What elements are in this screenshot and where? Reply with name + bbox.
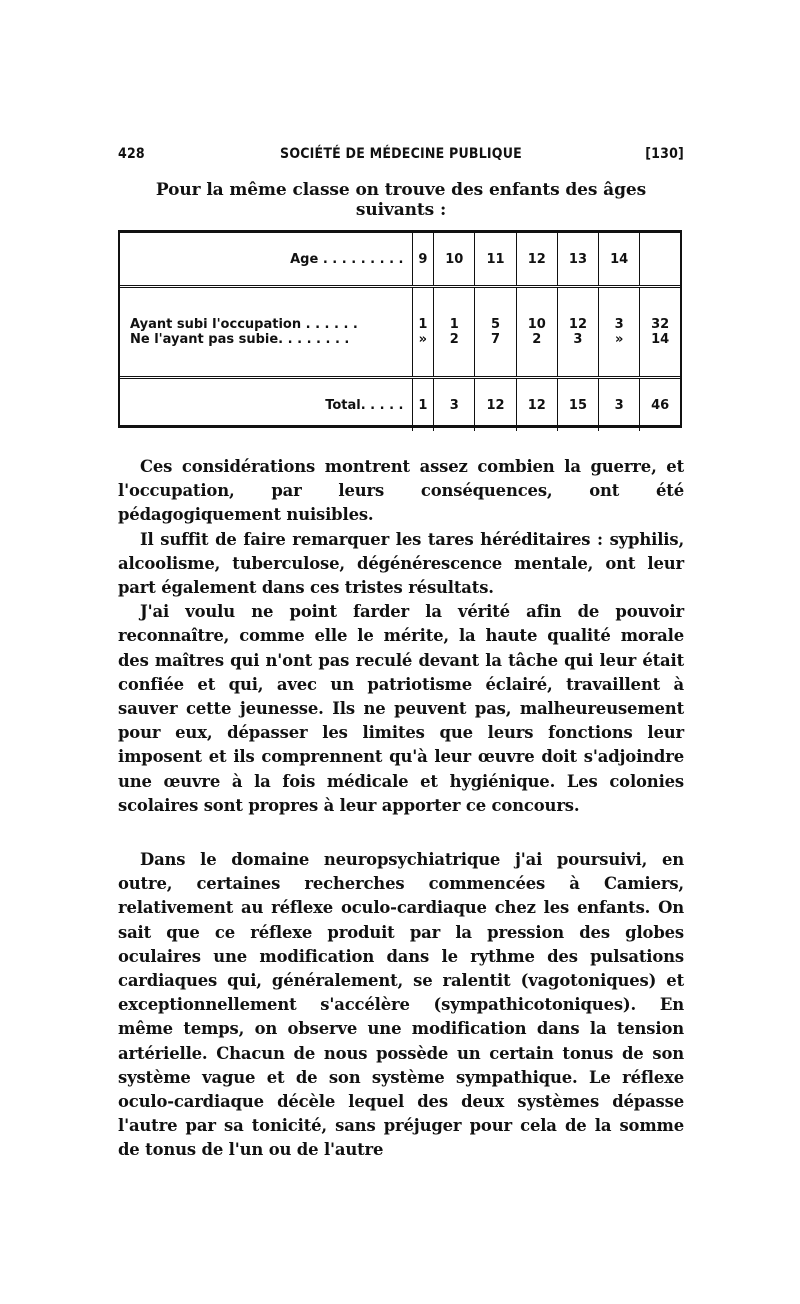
paragraph: Dans le domaine neuropsychiatrique j'ai poursuivi, en outre, certaines recherches commencées à Camiers, relativement au réflexe oculo-cardiaque chez les enfants. On sait que ce réflexe produit par la pression des globes oculaires une modification dans le rythme des pulsations cardiaques qui, généralement, se ralentit (vagotoniques) et exceptionnellement s'accélère (sympathicotoniques). En même temps, on observe une modification dans la tension artérielle. Chacun de nous possède un certain tonus de son système vague et de son système sympathique. Le réflexe oculo-cardiaque décèle lequel des deux systèmes dépasse l'autre par sa tonicité, sans préjuger pour cela de la somme de tonus de l'un ou de l'autre	[118, 850, 684, 1160]
table-intro: Pour la même classe on trouve des enfants des âges suivants :	[155, 180, 647, 220]
total-label: Total. . . . .	[325, 397, 404, 413]
age-cell: 11	[475, 233, 516, 287]
age-cell: 13	[557, 233, 598, 287]
table-header-row	[120, 233, 680, 287]
table-total-row	[120, 379, 680, 431]
row-label: Ne l'ayant pas subie. . . . . . . .	[130, 332, 350, 347]
table-cell: 10	[516, 288, 557, 332]
table-row	[120, 332, 680, 378]
age-cell: 9	[412, 233, 434, 287]
age-cell: 12	[516, 233, 557, 287]
table-cell: 14	[640, 332, 680, 378]
age-cell: 14	[599, 233, 640, 287]
body-text-block	[118, 455, 684, 818]
table-cell: »	[412, 332, 434, 378]
header-label: Age . . . . . . . . .	[290, 251, 404, 267]
total-cell: 12	[516, 379, 557, 431]
age-table	[118, 230, 682, 428]
total-cell: 46	[640, 379, 680, 431]
table-cell: 1	[434, 288, 475, 332]
table-cell: 3	[557, 332, 598, 378]
running-title: SOCIÉTÉ DE MÉDECINE PUBLIQUE	[280, 146, 522, 162]
total-cell: 3	[599, 379, 640, 431]
table-cell: 32	[640, 288, 680, 332]
table-cell: 2	[516, 332, 557, 378]
table-cell: 12	[557, 288, 598, 332]
total-cell: 3	[434, 379, 475, 431]
paragraph: Ces considérations montrent assez combien la guerre, et l'occupation, par leurs conséquences, ont été pédagogiquement nuisibles.	[118, 457, 684, 525]
page-reference: [130]	[645, 146, 684, 162]
total-cell: 12	[475, 379, 516, 431]
page-number: 428	[118, 146, 145, 162]
paragraph: Il suffit de faire remarquer les tares héréditaires : syphilis, alcoolisme, tuberculose, dégénérescence mentale, ont leur part également dans ces tristes résultats.	[118, 529, 684, 598]
table-cell: 1	[412, 288, 434, 332]
table-cell: 3	[599, 288, 640, 332]
total-cell: 15	[557, 379, 598, 431]
table-cell: 7	[475, 332, 516, 378]
table-cell: 5	[475, 288, 516, 332]
age-cell: 10	[434, 233, 475, 287]
running-head	[118, 146, 684, 166]
table-cell: »	[599, 332, 640, 378]
age-cell	[640, 233, 680, 287]
paragraph: J'ai voulu ne point farder la vérité afin de pouvoir reconnaître, comme elle le mérite, la haute qualité morale des maîtres qui n'ont pas reculé devant la tâche qui leur était confiée et qui, avec un patriotisme éclairé, travaillent à sauver cette jeunesse. Ils ne peuvent pas, malheureusement pour eux, dépasser les limites que leurs fonctions leur imposent et ils comprennent qu'à leur œuvre doit s'adjoindre une œuvre à la fois médicale et hygiénique. Les colonies scolaires sont propres à leur apporter ce concours.	[118, 602, 684, 815]
table-cell: 2	[434, 332, 475, 378]
row-label: Ayant subi l'occupation . . . . . .	[130, 317, 358, 332]
body-text-block	[118, 848, 684, 1163]
total-cell: 1	[412, 379, 434, 431]
table-row	[120, 288, 680, 332]
